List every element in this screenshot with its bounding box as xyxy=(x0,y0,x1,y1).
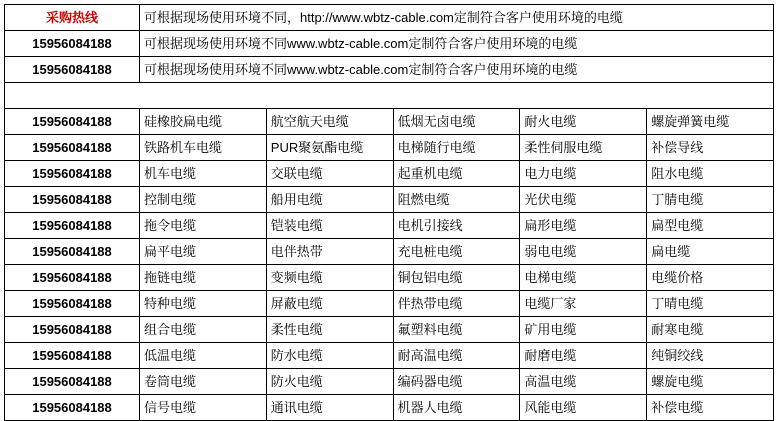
product-cell: 低烟无卤电缆 xyxy=(393,109,520,135)
product-cell: 硅橡胶扁电缆 xyxy=(140,109,267,135)
note-row-2 xyxy=(5,57,774,83)
product-cell: 耐寒电缆 xyxy=(647,317,774,343)
phone-cell: 15956084188 xyxy=(5,291,140,317)
product-cell: 扁电缆 xyxy=(647,239,774,265)
phone-cell: 15956084188 xyxy=(5,343,140,369)
product-cell: 补偿电缆 xyxy=(647,395,774,421)
phone-cell: 15956084188 xyxy=(5,317,140,343)
product-cell: 组合电缆 xyxy=(140,317,267,343)
header-note-cell: 可根据现场使用环境不同，http://www.wbtz-cable.com定制符合客户使用环境的电缆 xyxy=(140,5,774,31)
note-row-1 xyxy=(5,31,774,57)
product-cell: 拖令电缆 xyxy=(140,213,267,239)
product-cell: 柔性伺服电缆 xyxy=(520,135,647,161)
table-row xyxy=(5,109,774,135)
phone-cell: 15956084188 xyxy=(5,109,140,135)
header-row xyxy=(5,5,774,31)
product-cell: 光伏电缆 xyxy=(520,187,647,213)
product-cell: 防水电缆 xyxy=(266,343,393,369)
product-cell: 弱电电缆 xyxy=(520,239,647,265)
product-cell: 矿用电缆 xyxy=(520,317,647,343)
phone-cell: 15956084188 xyxy=(5,135,140,161)
spacer-row xyxy=(5,83,774,109)
product-cell: 扁形电缆 xyxy=(520,213,647,239)
product-cell: 机器人电缆 xyxy=(393,395,520,421)
product-cell: 电缆厂家 xyxy=(520,291,647,317)
product-cell: 交联电缆 xyxy=(266,161,393,187)
product-cell: 铁路机车电缆 xyxy=(140,135,267,161)
product-cell: 扁型电缆 xyxy=(647,213,774,239)
product-cell: 风能电缆 xyxy=(520,395,647,421)
product-cell: 船用电缆 xyxy=(266,187,393,213)
product-cell: 螺旋弹簧电缆 xyxy=(647,109,774,135)
phone-cell: 15956084188 xyxy=(5,369,140,395)
product-cell: 耐高温电缆 xyxy=(393,343,520,369)
product-cell: 耐磨电缆 xyxy=(520,343,647,369)
table-row xyxy=(5,291,774,317)
product-cell: 电缆价格 xyxy=(647,265,774,291)
note-cell-2: 可根据现场使用环境不同www.wbtz-cable.com定制符合客户使用环境的电缆 xyxy=(140,57,774,83)
phone-cell: 15956084188 xyxy=(5,31,140,57)
product-cell: 螺旋电缆 xyxy=(647,369,774,395)
product-cell: 起重机电缆 xyxy=(393,161,520,187)
table-row xyxy=(5,135,774,161)
purchase-hotline-label: 采购热线 xyxy=(5,5,140,31)
product-cell: 变频电缆 xyxy=(266,265,393,291)
product-cell: 拖链电缆 xyxy=(140,265,267,291)
product-cell: 机车电缆 xyxy=(140,161,267,187)
product-cell: 伴热带电缆 xyxy=(393,291,520,317)
table-row xyxy=(5,343,774,369)
product-cell: 铠装电缆 xyxy=(266,213,393,239)
product-cell: 丁晴电缆 xyxy=(647,291,774,317)
product-cell: 电梯电缆 xyxy=(520,265,647,291)
product-cell: 充电桩电缆 xyxy=(393,239,520,265)
table-body xyxy=(5,5,774,421)
product-cell: 电梯随行电缆 xyxy=(393,135,520,161)
product-cell: 航空航天电缆 xyxy=(266,109,393,135)
product-cell: 补偿导线 xyxy=(647,135,774,161)
product-cell: 扁平电缆 xyxy=(140,239,267,265)
product-cell: 铜包铝电缆 xyxy=(393,265,520,291)
note-cell-1: 可根据现场使用环境不同www.wbtz-cable.com定制符合客户使用环境的电缆 xyxy=(140,31,774,57)
product-cell: 通讯电缆 xyxy=(266,395,393,421)
product-cell: 控制电缆 xyxy=(140,187,267,213)
phone-cell: 15956084188 xyxy=(5,239,140,265)
product-cell: 电伴热带 xyxy=(266,239,393,265)
cable-product-table xyxy=(4,4,774,421)
table-row xyxy=(5,369,774,395)
product-cell: 柔性电缆 xyxy=(266,317,393,343)
phone-cell: 15956084188 xyxy=(5,187,140,213)
phone-cell: 15956084188 xyxy=(5,265,140,291)
product-cell: 阻燃电缆 xyxy=(393,187,520,213)
product-cell: 电力电缆 xyxy=(520,161,647,187)
product-cell: 编码器电缆 xyxy=(393,369,520,395)
phone-cell: 15956084188 xyxy=(5,57,140,83)
table-row xyxy=(5,265,774,291)
product-cell: 阻水电缆 xyxy=(647,161,774,187)
product-cell: 卷筒电缆 xyxy=(140,369,267,395)
product-cell: 电机引接线 xyxy=(393,213,520,239)
table-row xyxy=(5,213,774,239)
product-cell: 纯铜绞线 xyxy=(647,343,774,369)
product-cell: 高温电缆 xyxy=(520,369,647,395)
spacer-cell xyxy=(5,83,774,109)
table-row xyxy=(5,239,774,265)
product-cell: 屏蔽电缆 xyxy=(266,291,393,317)
phone-cell: 15956084188 xyxy=(5,213,140,239)
phone-cell: 15956084188 xyxy=(5,395,140,421)
phone-cell: 15956084188 xyxy=(5,161,140,187)
table-row xyxy=(5,395,774,421)
product-cell: 氟塑料电缆 xyxy=(393,317,520,343)
product-cell: 信号电缆 xyxy=(140,395,267,421)
product-cell: 耐火电缆 xyxy=(520,109,647,135)
product-cell: 低温电缆 xyxy=(140,343,267,369)
product-cell: 防火电缆 xyxy=(266,369,393,395)
table-row xyxy=(5,161,774,187)
product-cell: PUR聚氨酯电缆 xyxy=(266,135,393,161)
table-row xyxy=(5,187,774,213)
product-cell: 丁腈电缆 xyxy=(647,187,774,213)
table-row xyxy=(5,317,774,343)
product-cell: 特种电缆 xyxy=(140,291,267,317)
